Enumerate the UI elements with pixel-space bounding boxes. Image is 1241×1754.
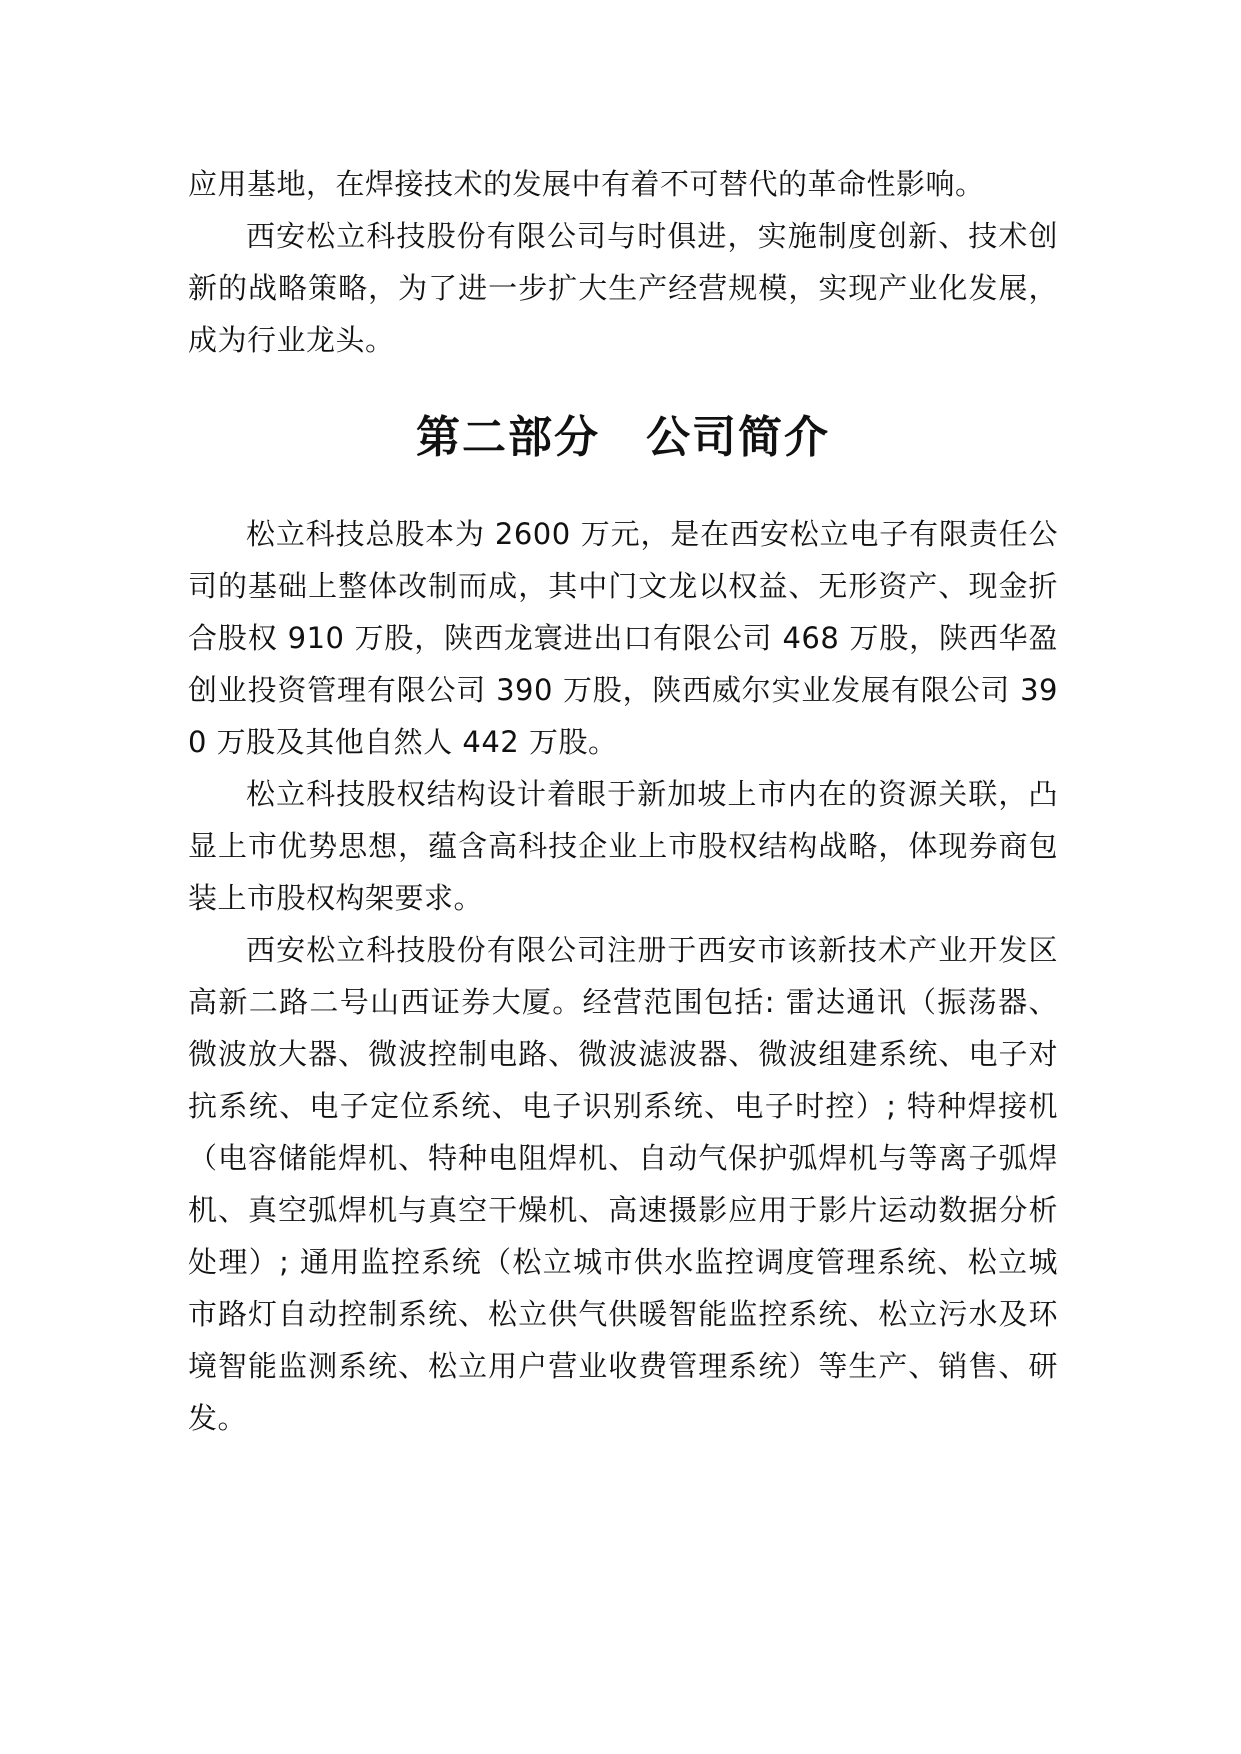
- paragraph-business-scope: 西安松立科技股份有限公司注册于西安市该新技术产业开发区高新二路二号山西证券大厦。经营范围包括: 雷达通讯（振荡器、微波放大器、微波控制电路、微波滤波器、微波组建系统、电子对抗系统、电子定位系统、电子识别系统、电子时控）; 特种焊接机（电容储能焊机、特种电阻焊机、自动气保护弧焊机与等离子弧焊机、真空弧焊机与真空干燥机、高速摄影应用于影片运动数据分析处理）; 通用监控系统（松立城市供水监控调度管理系统、松立城市路灯自动控制系统、松立供气供暖智能监控系统、松立污水及环境智能监测系统、松立用户营业收费管理系统）等生产、销售、研发。: [188, 933, 1058, 1435]
- document-body: [188, 158, 1058, 1444]
- section-heading: 第二部分 公司简介: [416, 412, 830, 463]
- paragraph-equity-structure: 松立科技股权结构设计着眼于新加坡上市内在的资源关联，凸显上市优势思想，蕴含高科技企业上市股权结构战略，体现券商包装上市股权构架要求。: [188, 777, 1058, 915]
- paragraph-continuation: 应用基地，在焊接技术的发展中有着不可替代的革命性影响。: [188, 167, 985, 201]
- paragraph-strategy: 西安松立科技股份有限公司与时俱进，实施制度创新、技术创新的战略策略，为了进一步扩大生产经营规模，实现产业化发展，成为行业龙头。: [188, 219, 1058, 357]
- paragraph-share-capital: 松立科技总股本为 2600 万元，是在西安松立电子有限责任公司的基础上整体改制而成，其中门文龙以权益、无形资产、现金折合股权 910 万股，陕西龙寰进出口有限公司 468 万股，陕西华盈创业投资管理有限公司 390 万股，陕西威尔实业发展有限公司 390 万股及其他自然人 442 万股。: [188, 517, 1058, 759]
